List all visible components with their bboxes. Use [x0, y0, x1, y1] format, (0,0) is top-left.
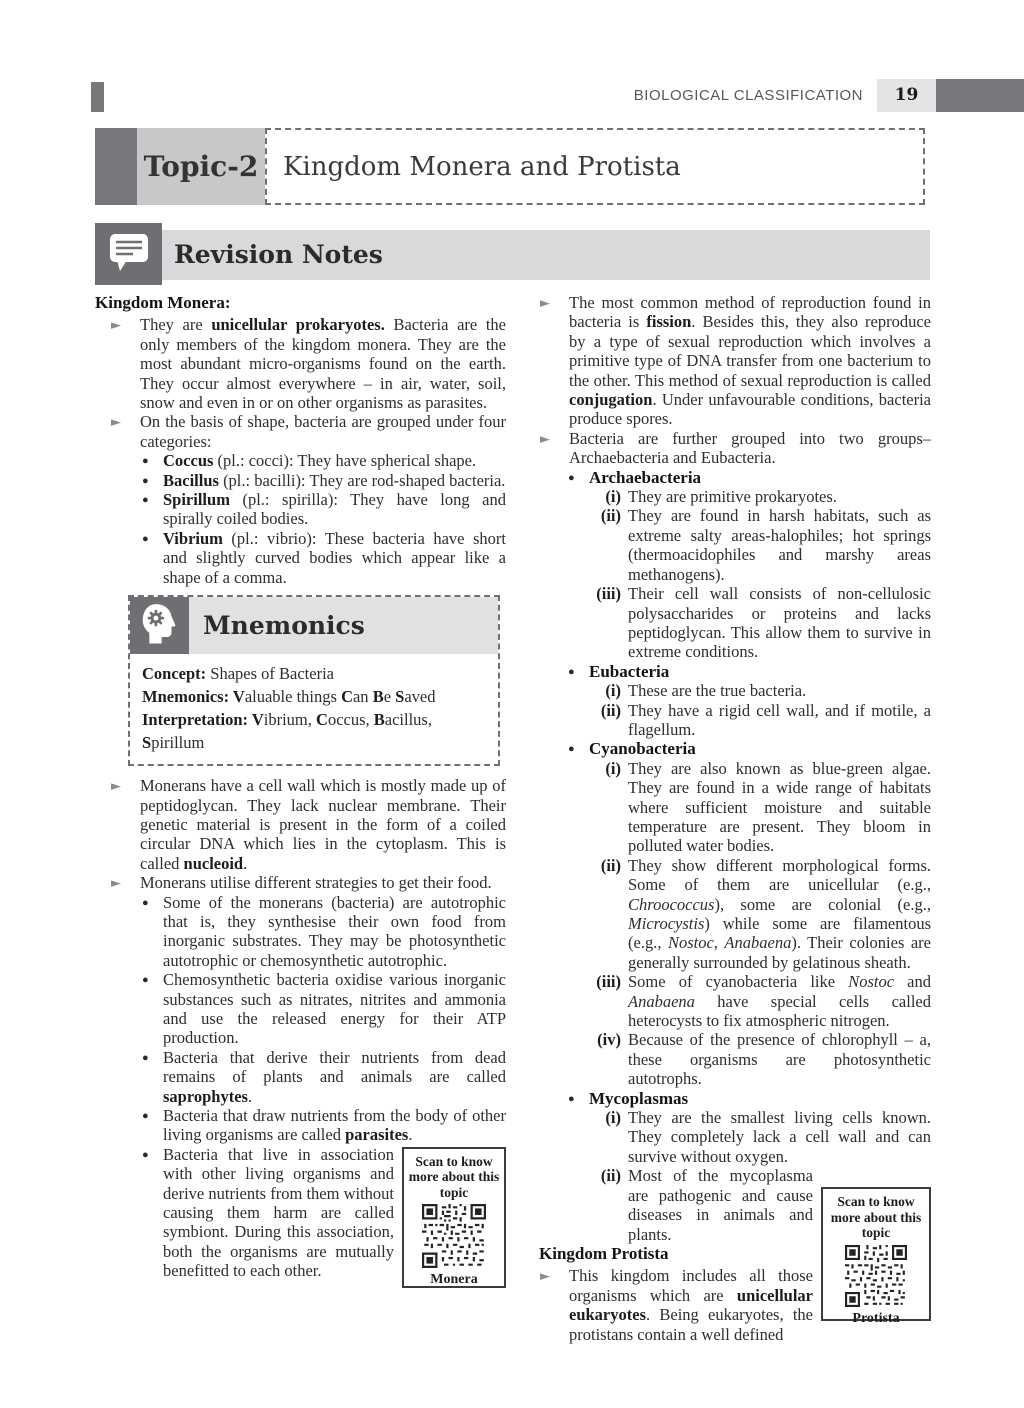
- dot-bullet-icon: ●: [142, 1110, 149, 1122]
- text-segment-bold: Coccus: [163, 451, 214, 471]
- speech-bubble-icon: [107, 231, 151, 278]
- topic-label: Topic-2: [143, 150, 259, 183]
- text-segment: Their cell wall consists of non-cellulosic polysaccharides or proteins and lacks peptidoglycan. This allow them to survive in extreme conditions.: [628, 584, 931, 662]
- item-number: (ii): [600, 1166, 621, 1186]
- text-segment: an: [352, 687, 373, 707]
- item-number: (i): [605, 487, 621, 507]
- dot-bullet-icon: ●: [142, 896, 149, 909]
- item-number: (i): [605, 1108, 621, 1128]
- revision-notes-header: [95, 223, 930, 285]
- cyanobacteria-iv: [539, 1030, 931, 1088]
- eubacteria-ii: [539, 701, 931, 740]
- mnemonics-interpretation-line: [142, 708, 486, 754]
- cyanobacteria-ii: [539, 856, 931, 972]
- arrow-bullet-icon: ►: [540, 296, 550, 311]
- monera-point-strategies: [95, 873, 506, 892]
- text-segment-bold: unicellular eukaryotes: [569, 1285, 813, 1325]
- text-segment-bold: Bacillus: [163, 470, 219, 490]
- text-segment: occus,: [327, 710, 374, 730]
- text-segment: Monerans utilise different strategies to get their food.: [140, 873, 492, 893]
- text-segment: (pl.: spirilla): They have long and spirally coiled bodies.: [163, 490, 506, 529]
- dot-bullet-icon: ●: [142, 532, 149, 545]
- topic-label-box: [137, 128, 265, 205]
- text-segment: pirillum: [151, 733, 205, 753]
- group-name: Eubacteria: [589, 661, 670, 681]
- text-segment-bold: nucleoid: [183, 853, 244, 873]
- dot-bullet-icon: ●: [142, 974, 149, 987]
- archaebacteria-i: [539, 487, 931, 506]
- monera-point-shapes: [95, 412, 506, 451]
- item-number: (iii): [596, 584, 621, 604]
- text-segment: On the basis of shape, bacteria are grouped under four categories:: [140, 412, 506, 451]
- nutrition-symbiont: [95, 1144, 506, 1288]
- topic-banner: [95, 128, 925, 205]
- kingdom-protista-heading: Kingdom Protista: [539, 1243, 669, 1263]
- text-segment: ) while some are filamentous (e.g.,: [628, 914, 931, 953]
- text-segment: They show different morphological forms. Some of them are unicellular (e.g.,: [628, 855, 931, 895]
- text-segment: aved: [404, 687, 436, 707]
- text-segment-bold: Interpretation:: [142, 710, 252, 730]
- text-segment-italic: Chroococcus: [628, 894, 715, 914]
- left-column: [95, 293, 506, 1344]
- text-segment: Monerans have a cell wall which is mostly made up of peptidoglycan. They lack nuclear membrane. Their genetic material is present in the form of a coiled circular DNA which lies in the cytoplasm. This is called: [140, 776, 506, 873]
- shape-vibrium: [95, 529, 506, 587]
- mnemonics-box: [128, 595, 500, 766]
- text-segment: The most common method of reproduction found in bacteria is: [569, 293, 931, 332]
- text-segment-bold: C: [316, 710, 328, 730]
- archaebacteria-heading: [539, 468, 931, 487]
- text-segment-bold: B: [372, 687, 384, 707]
- text-segment: . Under unfavourable conditions, bacteria produce spores.: [569, 390, 931, 429]
- text-segment: Bacteria that derive their nutrients from dead remains of plants and animals are called: [163, 1047, 506, 1087]
- arrow-bullet-icon: ►: [111, 318, 121, 334]
- qr-scan-text: Scan to know more about this topic: [408, 1153, 500, 1200]
- text-segment-italic: Anabaena: [724, 933, 792, 953]
- text-segment: (pl.: bacilli): They are rod-shaped bacteria.: [218, 470, 506, 490]
- group-name: Cyanobacteria: [589, 739, 696, 759]
- text-segment: Bacteria are the only members of the kingdom monera. They are the most abundant micro-organisms found on the earth. They occur almost everywhere – in air, water, soil, snow and even in or on other organisms as parasites.: [140, 315, 507, 413]
- text-segment-bold: saprophytes: [163, 1086, 248, 1106]
- text-segment: . Besides this, they also reproduce by a type of sexual reproduction which involves a primitive type of DNA transfer from one bacterium to the other. This method of sexual reproduction is called: [569, 312, 931, 390]
- qr-caption-monera: Monera: [430, 1272, 478, 1288]
- text-segment: Most of the mycoplasma are pathogenic and cause diseases in animals and plants.: [628, 1166, 813, 1244]
- arrow-bullet-icon: ►: [111, 779, 121, 795]
- text-segment: They are the smallest living cells known. They completely lack a cell wall and can survive without oxygen.: [628, 1108, 931, 1166]
- item-number: (ii): [600, 855, 621, 875]
- text-segment: Shapes of Bacteria: [206, 664, 334, 684]
- archaebacteria-ii: [539, 506, 931, 584]
- kingdom-monera-heading: Kingdom Monera:: [95, 293, 231, 312]
- text-segment-bold: conjugation: [569, 390, 653, 410]
- text-segment-italic: Anabaena: [628, 991, 695, 1011]
- text-segment: e: [383, 687, 396, 707]
- revision-icon-box: [95, 223, 162, 285]
- qr-caption-protista: Protista: [852, 1310, 900, 1326]
- text-segment: Some of the monerans (bacteria) are autotrophic that is, they synthesise their own food from inorganic substrates. They may be photosynthetic autotrophic or chemosynthetic autotrophic.: [163, 892, 506, 970]
- text-segment: ). Their colonies are generally surrounded by gelatinous sheath.: [628, 933, 931, 972]
- text-segment: ,: [713, 933, 725, 953]
- revision-notes-title: Revision Notes: [174, 240, 383, 269]
- item-number: (iii): [596, 972, 621, 992]
- mnemonics-title: Mnemonics: [203, 610, 365, 640]
- topic-title-box: [265, 128, 925, 205]
- arrow-bullet-icon: ►: [111, 876, 121, 892]
- cyanobacteria-i: [539, 759, 931, 856]
- item-number: (ii): [600, 700, 621, 720]
- mnemonics-concept-line: [142, 662, 486, 685]
- text-segment-italic: Microcystis: [628, 914, 705, 933]
- text-segment: .: [247, 1086, 253, 1106]
- topic-title: Kingdom Monera and Protista: [283, 151, 681, 182]
- qr-box-monera: [402, 1147, 506, 1288]
- dot-bullet-icon: ●: [142, 474, 149, 487]
- text-segment-bold: Mnemonics:: [142, 687, 233, 707]
- bacteria-groups-point: [539, 429, 931, 468]
- text-segment: ), some are colonial (e.g.,: [714, 894, 931, 914]
- head-gear-icon: [137, 601, 183, 649]
- text-segment: They have a rigid cell wall, and if motile, a flagellum.: [628, 700, 931, 739]
- mnemonics-mnemonic-line: [142, 685, 486, 708]
- text-segment-italic: Nostoc: [848, 972, 895, 992]
- dot-bullet-icon: ●: [568, 1092, 575, 1105]
- reproduction-point: [539, 293, 931, 429]
- text-segment: (pl.: vibrio): These bacteria have short and slightly curved bodies which appear like a shape of a comma.: [163, 528, 506, 587]
- text-segment-bold: S: [142, 733, 152, 753]
- chapter-title: BIOLOGICAL CLASSIFICATION: [633, 87, 863, 104]
- text-segment: aluable things: [244, 687, 342, 707]
- text-segment: .: [243, 853, 248, 873]
- text-segment: They are also known as blue-green algae. They are found in a wide range of habitats where sufficient moisture and suitable temperature are present. They bloom in polluted water bodies.: [628, 758, 931, 856]
- mycoplasmas-i: [539, 1108, 931, 1166]
- mnemonics-header: [130, 597, 498, 654]
- text-segment: . Being eukaryotes, the protistans contain a well defined: [569, 1305, 813, 1344]
- mnemonics-icon-box: [130, 597, 189, 654]
- text-segment-bold: Spirillum: [163, 490, 230, 510]
- text-segment-bold: Concept:: [142, 664, 207, 684]
- eubacteria-heading: [539, 662, 931, 681]
- text-segment-italic: Nostoc: [667, 933, 714, 953]
- dot-bullet-icon: ●: [142, 1148, 149, 1161]
- text-segment: Bacteria are further grouped into two groups– Archaebacteria and Eubacteria.: [569, 428, 931, 468]
- cyanobacteria-iii: [539, 972, 931, 1030]
- mnemonics-body: [130, 654, 498, 764]
- monera-point-cellwall: [95, 776, 506, 873]
- text-segment: (pl.: cocci): They have spherical shape.: [213, 451, 477, 471]
- text-segment: ibrium,: [263, 710, 317, 730]
- item-number: (i): [605, 681, 621, 701]
- text-segment-bold: unicellular prokaryotes.: [211, 315, 385, 335]
- text-segment: They are: [140, 315, 212, 335]
- page-content: [95, 293, 931, 1344]
- text-segment: These are the true bacteria.: [628, 681, 807, 701]
- nutrition-saprophytes: [95, 1048, 506, 1106]
- arrow-bullet-icon: ►: [540, 431, 550, 447]
- text-segment: Bacteria that live in association with other living organisms and derive nutrients from them without causing them harm are called symbiont. During this association, both the organisms are mutually benefitted to each other.: [163, 1144, 394, 1281]
- text-segment-bold: Vibrium: [163, 528, 223, 548]
- nutrition-chemosynthetic: [95, 970, 506, 1048]
- cyanobacteria-heading: [539, 739, 931, 758]
- text-segment: Some of cyanobacteria like: [628, 972, 849, 992]
- page-number: 19: [877, 79, 936, 112]
- protista-point: [539, 1266, 931, 1344]
- text-segment: They are found in harsh habitats, such as extreme salty areas-halophiles; hot springs (thermoacidophiles and marshy areas methanogens).: [628, 506, 931, 584]
- item-number: (ii): [600, 506, 621, 526]
- text-segment: acillus,: [384, 710, 432, 730]
- group-name: Archaebacteria: [589, 467, 702, 487]
- nutrition-autotrophic: [95, 893, 506, 971]
- mycoplasmas-heading: [539, 1089, 931, 1108]
- arrow-bullet-icon: ►: [540, 1269, 550, 1285]
- eubacteria-i: [539, 681, 931, 700]
- topic-accent-block: [95, 128, 137, 205]
- archaebacteria-iii: [539, 584, 931, 662]
- page-header: [634, 79, 1024, 112]
- page-corner-mark: [91, 82, 104, 112]
- dot-bullet-icon: ●: [568, 743, 575, 756]
- text-segment: This kingdom includes all those organisms which are: [569, 1266, 813, 1305]
- text-segment: have special cells called heterocysts to fix atmospheric nitrogen.: [628, 991, 931, 1031]
- text-segment: Chemosynthetic bacteria oxidise various inorganic substances such as nitrates, nitrites and ammonia and use the released energy for their ATP production.: [163, 970, 506, 1048]
- text-segment: Bacteria that draw nutrients from the body of other living organisms are called: [163, 1106, 506, 1145]
- dot-bullet-icon: ●: [568, 471, 575, 484]
- text-segment: and: [894, 972, 931, 992]
- text-segment: Because of the presence of chlorophyll – a, these organisms are photosynthetic autotrophs.: [628, 1030, 931, 1089]
- dot-bullet-icon: ●: [142, 455, 149, 468]
- shape-spirillum: [95, 490, 506, 529]
- nutrition-parasites: [95, 1106, 506, 1145]
- shape-bacillus: [95, 471, 506, 490]
- text-segment-bold: V: [232, 687, 245, 707]
- shape-coccus: [95, 451, 506, 470]
- text-segment-bold: S: [395, 687, 405, 707]
- qr-code-icon: [422, 1204, 486, 1268]
- dot-bullet-icon: ●: [142, 1051, 149, 1064]
- text-segment-bold: fission: [646, 312, 692, 332]
- header-edge-bar: [936, 79, 1024, 112]
- mnemonics-title-bar: [189, 597, 498, 654]
- arrow-bullet-icon: ►: [111, 415, 121, 431]
- text-segment: .: [408, 1125, 413, 1145]
- qr-scan-text: Scan to know more about this topic: [830, 1194, 922, 1241]
- dot-bullet-icon: ●: [142, 494, 149, 507]
- text-segment-bold: V: [251, 710, 264, 730]
- text-segment-bold: C: [341, 687, 353, 707]
- text-segment-bold: B: [373, 710, 385, 730]
- text-segment-bold: parasites: [345, 1125, 409, 1145]
- right-column: [539, 293, 931, 1344]
- item-number: (i): [605, 758, 621, 778]
- text-segment: They are primitive prokaryotes.: [628, 487, 837, 507]
- item-number: (iv): [597, 1030, 621, 1050]
- monera-point-prokaryotes: [95, 315, 506, 412]
- group-name: Mycoplasmas: [589, 1088, 689, 1108]
- dot-bullet-icon: ●: [568, 665, 575, 678]
